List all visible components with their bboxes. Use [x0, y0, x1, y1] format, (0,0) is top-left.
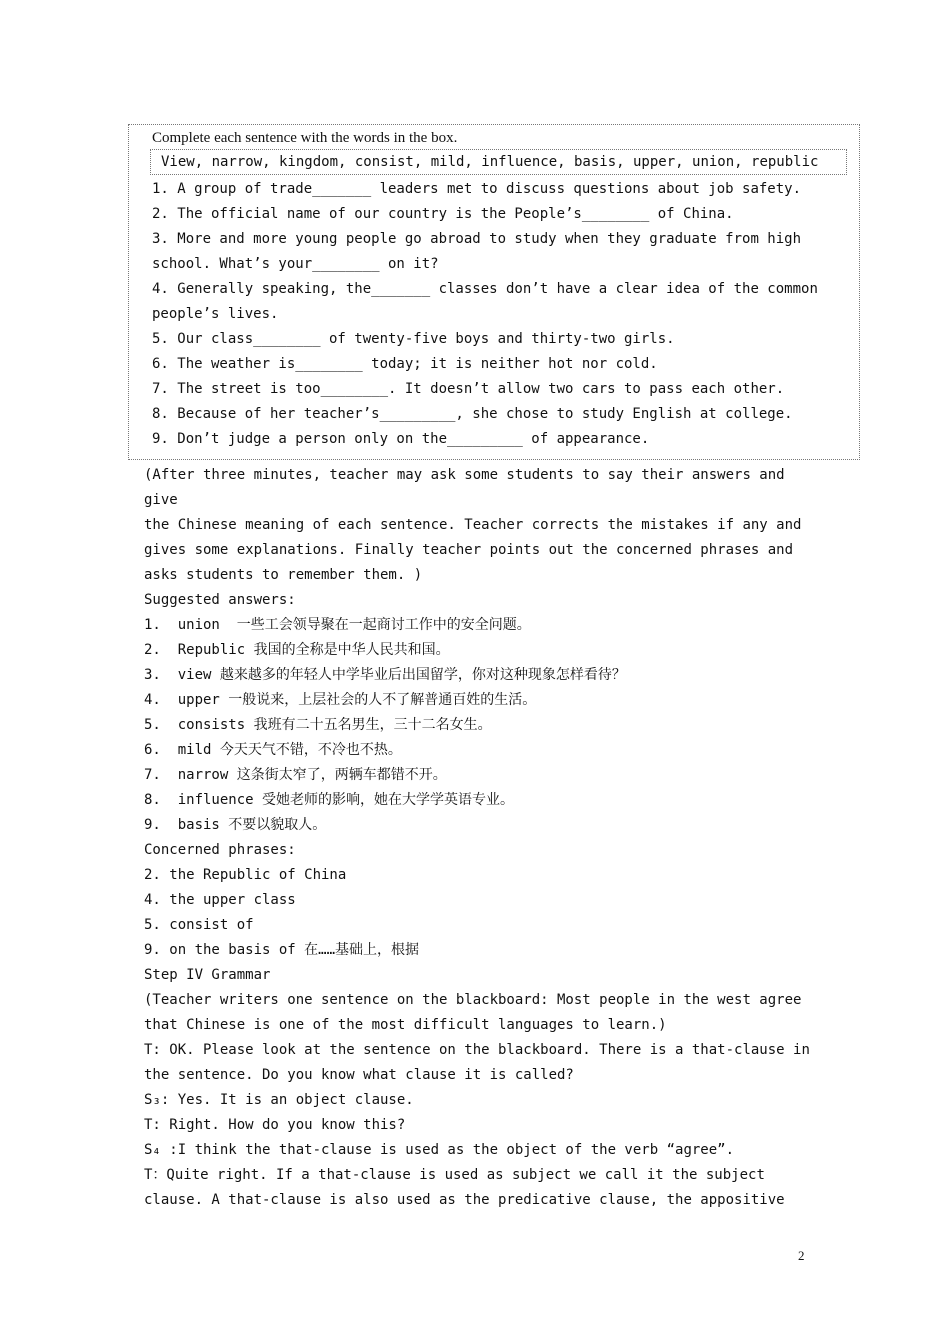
- dialogue-line: the sentence. Do you know what clause it is called?: [144, 1067, 574, 1083]
- answer-line: 9. basis 不要以貌取人。: [144, 817, 327, 833]
- dialogue-line: T：Quite right. If a that-clause is used as subject we call it the subject: [144, 1167, 765, 1183]
- exercise-line: 4. Generally speaking, the_______ classes don’t have a clear idea of the common: [152, 281, 818, 297]
- body-line: (After three minutes, teacher may ask some students to say their answers and: [144, 467, 785, 483]
- exercise-line: people’s lives.: [152, 306, 279, 322]
- exercise-line: 5. Our class________ of twenty-five boys and thirty-two girls.: [152, 331, 675, 347]
- exercise-line: 7. The street is too________. It doesn’t allow two cars to pass each other.: [152, 381, 785, 397]
- phrase-line: 2. the Republic of China: [144, 867, 347, 883]
- phrase-line: 5. consist of: [144, 917, 254, 933]
- section-heading: Concerned phrases:: [144, 842, 296, 858]
- exercise-instruction: Complete each sentence with the words in the box.: [152, 130, 458, 146]
- answer-line: 1. union 一些工会领导聚在一起商讨工作中的安全问题。: [144, 617, 531, 633]
- answer-line: 7. narrow 这条街太窄了，两辆车都错不开。: [144, 767, 447, 783]
- body-line: asks students to remember them. ): [144, 567, 423, 583]
- answer-line: 4. upper 一般说来，上层社会的人不了解普通百姓的生活。: [144, 692, 537, 708]
- phrase-line: 9. on the basis of 在……基础上，根据: [144, 942, 420, 958]
- word-box: View, narrow, kingdom, consist, mild, influence, basis, upper, union, republic: [150, 149, 847, 175]
- body-line: gives some explanations. Finally teacher points out the concerned phrases and: [144, 542, 794, 558]
- dialogue-line: clause. A that-clause is also used as the predicative clause, the appositive: [144, 1192, 785, 1208]
- exercise-line: 3. More and more young people go abroad to study when they graduate from high: [152, 231, 802, 247]
- dialogue-line: T: OK. Please look at the sentence on the blackboard. There is a that-clause in: [144, 1042, 810, 1058]
- body-line: (Teacher writers one sentence on the blackboard: Most people in the west agree: [144, 992, 802, 1008]
- page-number: 2: [798, 1248, 805, 1263]
- exercise-line: 1. A group of trade_______ leaders met to discuss questions about job safety.: [152, 181, 802, 197]
- section-heading: Suggested answers:: [144, 592, 296, 608]
- answer-line: 2. Republic 我国的全称是中华人民共和国。: [144, 642, 450, 658]
- exercise-line: 9. Don’t judge a person only on the_________ of appearance.: [152, 431, 650, 447]
- answer-line: 5. consists 我班有二十五名男生，三十二名女生。: [144, 717, 492, 733]
- dialogue-line: S₄ :I think the that-clause is used as the object of the verb “agree”.: [144, 1142, 735, 1158]
- answer-line: 6. mild 今天天气不错，不冷也不热。: [144, 742, 402, 758]
- body-line: that Chinese is one of the most difficult languages to learn.): [144, 1017, 667, 1033]
- exercise-line: 8. Because of her teacher’s_________, she chose to study English at college.: [152, 406, 793, 422]
- exercise-line: school. What’s your________ on it?: [152, 256, 439, 272]
- exercise-line: 6. The weather is________ today; it is neither hot nor cold.: [152, 356, 658, 372]
- body-line: give: [144, 492, 178, 508]
- exercise-line: 2. The official name of our country is the People’s________ of China.: [152, 206, 734, 222]
- dialogue-line: S₃: Yes. It is an object clause.: [144, 1092, 414, 1108]
- answer-line: 8. influence 受她老师的影响，她在大学学英语专业。: [144, 792, 515, 808]
- phrase-line: 4. the upper class: [144, 892, 296, 908]
- answer-line: 3. view 越来越多的年轻人中学毕业后出国留学，你对这种现象怎样看待？: [144, 667, 626, 683]
- dialogue-line: T: Right. How do you know this?: [144, 1117, 406, 1133]
- body-line: the Chinese meaning of each sentence. Teacher corrects the mistakes if any and: [144, 517, 802, 533]
- section-heading: Step IV Grammar: [144, 967, 271, 983]
